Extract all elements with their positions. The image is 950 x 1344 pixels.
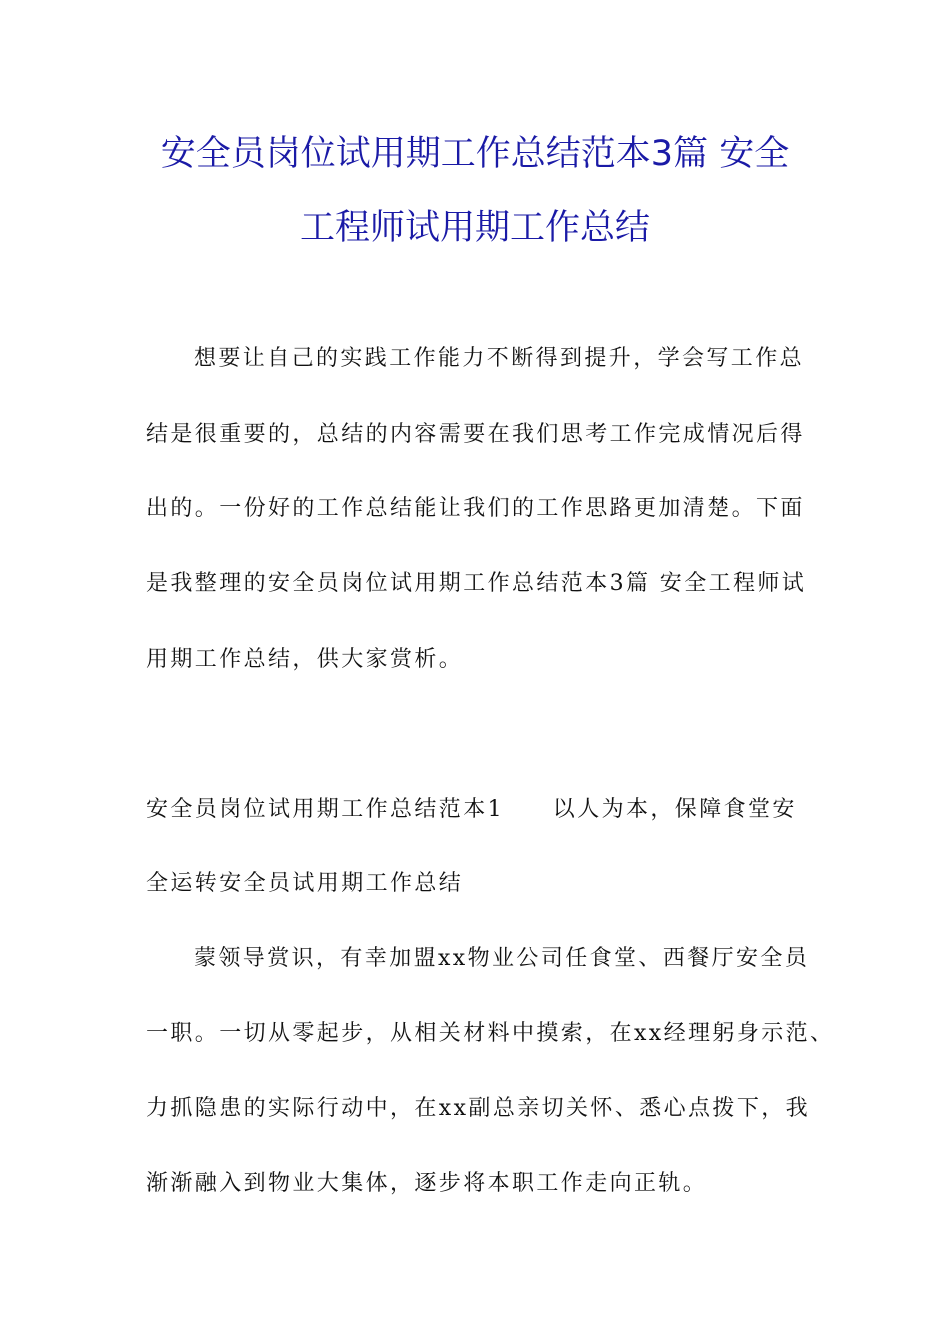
body-line-4: 渐渐融入到物业大集体，逐步将本职工作走向正轨。 — [146, 1171, 708, 1196]
intro-line-1: 想要让自己的实践工作能力不断得到提升，学会写工作总 — [194, 346, 805, 371]
section-heading-line-2: 全运转安全员试用期工作总结 — [146, 871, 464, 896]
body-line-1: 蒙领导赏识，有幸加盟xx物业公司任食堂、西餐厅安全员 — [194, 946, 810, 971]
intro-line-3: 出的。一份好的工作总结能让我们的工作思路更加清楚。下面 — [146, 496, 805, 521]
body-line-2: 一职。一切从零起步，从相关材料中摸索，在xx经理躬身示范、 — [146, 1021, 835, 1046]
intro-line-2: 结是很重要的，总结的内容需要在我们思考工作完成情况后得 — [146, 422, 805, 447]
body-line-3: 力抓隐患的实际行动中，在xx副总亲切关怀、悉心点拨下，我 — [146, 1096, 811, 1121]
document-title-line-1: 安全员岗位试用期工作总结范本3篇 安全 — [160, 134, 790, 174]
intro-line-4: 是我整理的安全员岗位试用期工作总结范本3篇 安全工程师试 — [146, 571, 807, 596]
intro-line-5: 用期工作总结，供大家赏析。 — [146, 647, 464, 672]
section-heading-line-1: 安全员岗位试用期工作总结范本1 以人为本，保障食堂安 — [146, 797, 797, 822]
document-title-line-2: 工程师试用期工作总结 — [299, 208, 650, 248]
